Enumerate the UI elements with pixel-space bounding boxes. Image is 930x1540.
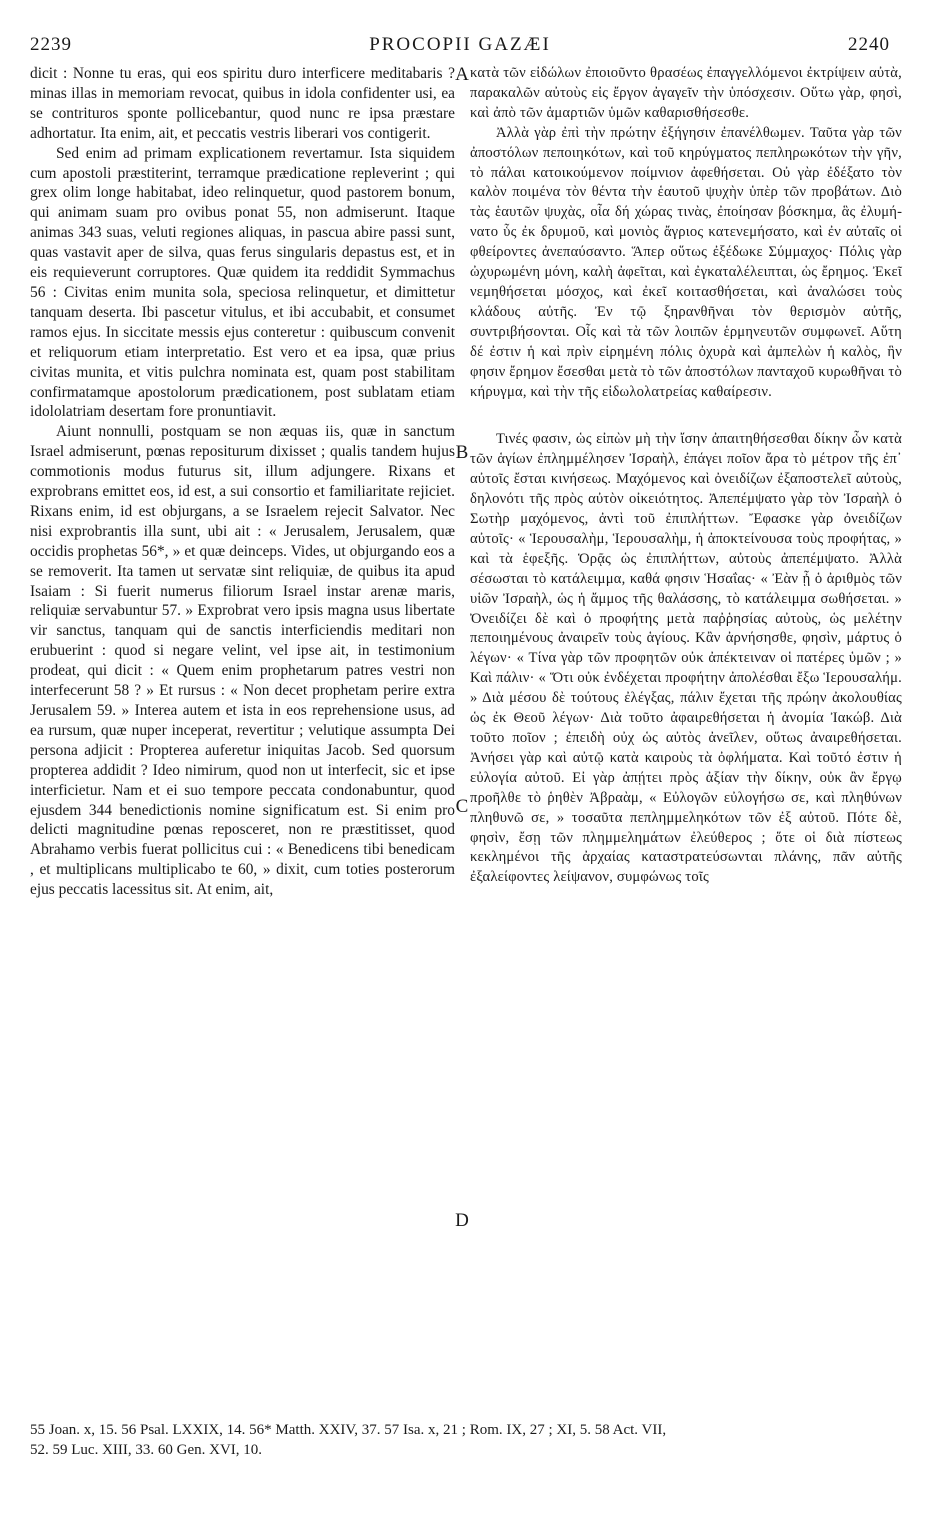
greek-paragraph: κατὰ τῶν εἰδώλων ἐποιοῦντο θρασέως ἐπαγγελλόμενοι ἐκτρίψειν αὐτὰ, παρακαλῶν αὐτοὺς εἰς ἔργον ἀγαγεῖν τὴν ὑπόσχεσιν. Οὕτω γὰρ, φησὶ, καὶ ἀπὸ τῶν ἁμαρτιῶν ὑμῶν καθαρισθήσεσθε. (470, 65, 902, 121)
greek-paragraph: Ἀλλὰ γὰρ ἐπὶ τὴν πρώτην ἐξήγησιν ἐπανέλθωμεν. Ταῦτα γὰρ τῶν ἀποστόλων πεποιηκότων, καὶ τοῦ κηρύγματος πεπληρωκότων τὴν γῆν, τὸ πάλαι κατοικούμενον ποίμνιον ἀφεθήσεται. Οὐ γὰρ ἐδέξατο τὸν καλὸν ποιμένα τὸν θέντα τὴν ἑαυτοῦ ψυχὴν ὑπὲρ τῶν προβάτων. Διὸ τὰς ἑαυτῶν ψυχὰς, οἷα δή χώρας τινὰς, ἐποίησαν βόσκημα, ἃς ἐλυμήνατο ὗς ἐκ δρυμοῦ, καὶ μονιὸς ἄγριος κατενεμήσατο, καὶ ἐν αὐταῖς οἱ φθείροντες ἀνεπαύσαντο. Ἅπερ οὕτως ἐξέδωκε Σύμμαχος· Πόλις γὰρ ὠχυρωμένη μόνη, καλὴ ἀφεῖται, καὶ ἐγκαταλέλειπται, ὡς ἔρημος. Ἐκεῖ νεμηθήσεται μόσχος, καὶ ἐκεῖ κοιτασθήσεται, καὶ ἀναλώσει τοὺς κλάδους αὐτῆς. Ἐν τῷ ξηρανθῆναι τὸν θερισμὸν αὐτῆς, συντριβήσονται. Οἷς καὶ τὰ τῶν λοιπῶν ἑρμηνευτῶν συμφωνεῖ. Αὕτη δέ ἐστιν ἡ καὶ πρὶν εἰρημένη πόλις ὀχυρὰ καὶ ἀμπελὼν ἡ καλὸς, ἣν φησιν ἔρημον ἔσεσθαι μετὰ τὸ τῶν ἀποστόλων πανταχοῦ κυρωθῆναι τὸ κήρυγμα, καὶ τὴν τῆς εἰδωλολατρείας καθαίρεσιν. (470, 124, 902, 400)
margin-marker-b: B (455, 442, 469, 463)
margin-marker-a: A (455, 64, 469, 85)
footnote-line: 55 Joan. x, 15. 56 Psal. LXXIX, 14. 56* Matth. XXIV, 37. 57 Isa. x, 21 ; Rom. IX, 27 ; XI, 5. 58 Act. VII, (30, 1422, 667, 1438)
page-number-right: 2240 (848, 34, 890, 55)
latin-paragraph: dicit : Nonne tu eras, qui eos spiritu duro interficere meditabaris ? minas illas in memoriam revocat, quibus in idola confidenter usi, ea se contrituros sponte pollicebantur, quod nunc re ipsa præstare adhortatur. Ita enim, ait, et peccatis vestris liberari vos contigerit. (30, 65, 455, 142)
footnotes (30, 1420, 890, 1460)
running-header (30, 34, 890, 60)
greek-paragraph: Τινές φασιν, ὡς εἰπὼν μὴ τὴν ἴσην ἀπαιτηθήσεσθαι δίκην ὧν κατὰ τῶν ἁγίων ἐπλημμέλησεν Ἰσραὴλ, ἐπάγει ποῖον ἄρα τὸ μέτρον τῆς ἐπ᾽ αὐτοῖς ἔσται κινήσεως. Μαχόμενος καὶ ὀνειδίζων ἐξαποστελεῖ αὐτοὺς, δηλονότι τῆς πρὸς αὐτὸν οἰκειότητος. Ἀπεπέμψατο γὰρ τὸν Ἰσραὴλ ὁ Σωτὴρ μαχόμενος, ἀντὶ τοῦ ἐπιπλήττων. Ἔφασκε γὰρ ὀνειδίζων αὐτοῖς· « Ἱερουσαλὴμ, Ἱερουσαλὴμ, ἡ ἀποκτείνουσα τοὺς προφήτας, » καὶ τὰ ἑφεξῆς. Ὁρᾷς ὡς ἐπιπλήττων, αὐτοὺς ἀπεπέμψατο. Ἀλλὰ σέσωσται τὸ κατάλειμμα, καθά φησιν Ἡσαΐας· « Ἐὰν ᾖ ὁ ἀριθμὸς τῶν υἱῶν Ἰσραὴλ, ὡς ἡ ἄμμος τῆς θαλάσσης, τὸ κατάλειμμα σωθήσεται. » Ὀνειδίζει δὲ καὶ ὁ προφήτης μετὰ παῤῥησίας αὐτοὺς, ὡς μελέτην πεποιημένους ἀναιρεῖν τοὺς ἁγίους. Κἂν ἀρνήσησθε, φησὶν, μάρτυς ὁ λέγων· « Τίνα γὰρ τῶν προφητῶν οὐκ ἀπέκτειναν οἱ πατέρες ὑμῶν ; » Καὶ πάλιν· « Ὅτι οὐκ ἐνδέχεται προφήτην ἀπολέσθαι ἔξω Ἱερουσαλήμ. » Διὰ μέσου δὲ τούτους ἐλέγξας, πάλιν ἔχεται τῆς πρώην ἀκολουθίας ὡς ἐκ Θεοῦ λέγων· Διὰ τοῦτο ἀφαιρεθήσεται ἡ ἀνομία Ἰακώβ. Διὰ τοῦτο ποῖον ; ἐπειδὴ οὐχ ὡς αὐτὸς ἀνεῖλεν, οὕτως ἀναιρεθήσεται. Ἀνήσει γὰρ καὶ αὐτῷ κατὰ καιροὺς τὰ ὀφλήματα. Καὶ τοῦτό ἐστιν ἡ εὐλογία αὐτοῦ. Εἰ γὰρ ἀπῄτει πρὸς ἀξίαν τὴν δίκην, οὐκ ἂν ἔργῳ προῆλθε τὸ ῥηθὲν Ἀβραὰμ, « Εὐλογῶν εὐλογήσω σε, καὶ πληθύνων πληθυνῶ σε, » τοσαῦτα πεπλημμεληκότων τῶν ἐξ αὐτοῦ. Πότε δὲ, φησὶν, ἔσῃ τῶν πλημμελημάτων ἐλεύθερος ; ὅτε οἱ διὰ πίστεως κεκλημένοι τῆς ἀρχαίας καταστρατεύσωνται πλάνης, πᾶν αὐτῆς ἐξαλείφοντες λείψανον, συμφώνως τοῖς (470, 431, 902, 886)
latin-paragraph: Aiunt nonnulli, postquam se non æquas iis, quæ in sanctum Israel admiserunt, pœnas repositurum dixisset ; qualis tandem hujus commotionis modus futurus sit, illum adjungere. Rixans et exprobrans emittet eos, id est, a sui consortio et familiaritate rejiciet. Rixans enim, id est objurgans, a se Israelem rejecit Salvator. Nec nisi exprobrantis illa sunt, ubi ait : « Jerusalem, Jerusalem, quæ occidis prophetas 56*, » et quæ deinceps. Vides, ut objurgando eos a se removerit. Ita tamen ut servatæ sint reliquiæ, de quibus ita apud Isaiam : Si fuerit numerus filiorum Israel instar arenæ maris, reliquiæ servabuntur 57. » Exprobrat vero ipsis magna usus libertate vir sanctus, tanquam qui de sanctis interficiendis meditari non erubuerint : quod si negare velint, vel ipse ait, in testimonium prodeat, qui dicit : « Quem enim prophetarum patres vestri non interfecerunt 58 ? » Et rursus : « Non decet prophetam perire extra Jerusalem 59. » Interea autem et ista in eos reprehensione usus, ad ea rursum, quæ nuper inceperat, revertitur ; velutique assumpta Dei persona adjicit : Propterea auferetur iniquitas Jacob. Sed quorsum propterea addidit ? Ideo nimirum, quod non ut interfecit, sic et ipse interficietur. Nam et ei suo tempore peccata condonabuntur, quod ejusdem 344 benedictionis nomine significatum est. Si enim pro delicti magnitudine pœnas reposceret, non re præstitisset, quod Abrahamo verbis fuerat pollicitus cui : « Benedicens tibi benedicam , et multiplicans multiplicabo te 60, » dixit, cum toties posterorum ejus peccatis lacessitus sit. At enim, ait, (30, 423, 455, 899)
latin-column (30, 64, 455, 900)
margin-marker-c: C (455, 796, 469, 817)
page-number-left: 2239 (30, 34, 72, 55)
latin-paragraph: Sed enim ad primam explicationem revertamur. Ista siquidem cum apostoli præstiterint, terramque prædicatione repleverint ; qui grex olim longe habitabat, ideo relinquetur, quod pastorem bonum, qui animam suam pro ovibus ponat 55, non admiserunt. Itaque animas 343 suas, veluti regiones aliquas, in pascua abire passi sunt, quas vastavit aper de silva, quas ferus singularis depastus est, et in eis requieverunt corruptores. Quæ quidem ita reddidit Symmachus 56 : Civitas enim munita sola, speciosa relinquetur, et dimittetur tanquam deserta. Ibi pascetur vitulus, et ibi accubabit, et consumet ramos ejus. In siccitate messis ejus conteretur : quibuscum convenit et reliquorum etiam interpretatio. Est vero et ea ipsa, quæ prius civitas munita, et vitis pulchra nominata est, quam post stabilitam confirmatamque apostolorum prædicationem, post sublatam etiam idololatriam desertam fore pronuntiavit. (30, 144, 455, 421)
footnote-line: 52. 59 Luc. XIII, 33. 60 Gen. XVI, 10. (30, 1442, 263, 1458)
greek-column (470, 64, 902, 888)
margin-marker-d: D (455, 1210, 469, 1231)
running-title: PROCOPII GAZÆI (369, 34, 551, 55)
